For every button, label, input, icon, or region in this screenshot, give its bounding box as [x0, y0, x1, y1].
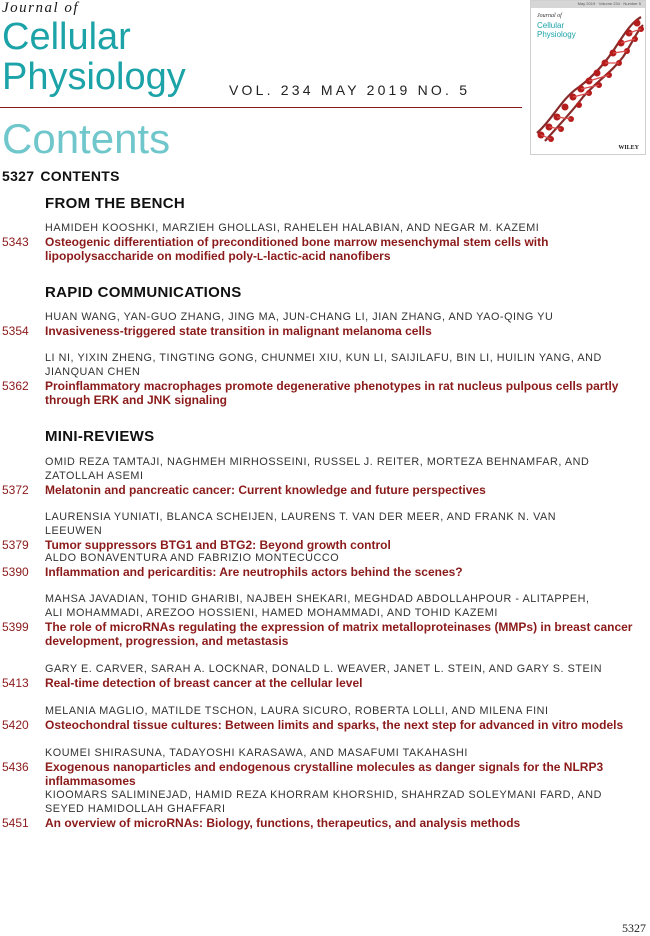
dna-helix-illustration [531, 1, 646, 155]
journal-title-line2: Physiology [2, 56, 186, 98]
footer-page-number: 5327 [622, 921, 646, 935]
start-page-number: 5327 [2, 168, 35, 184]
entry-title-link[interactable]: The role of microRNAs regulating the expression of matrix metalloproteinases (MMPs) in breast cancer development, progression, and metastasis [45, 620, 633, 648]
toc-entry [0, 221, 650, 265]
cover-issue-text: May 2019 · Volume 234 · Number 5 [577, 1, 641, 6]
entry-authors: HUAN WANG, YAN-GUO ZHANG, JING MA, JUN-CHANG LI, JIAN ZHANG, AND YAO-QING YU [45, 311, 554, 323]
section-heading-from-the-bench: FROM THE BENCH [45, 195, 186, 212]
volume-info: VOL. 234 MAY 2019 NO. 5 [229, 82, 471, 98]
entry-title-link[interactable]: Invasiveness-triggered state transition in malignant melanoma cells [45, 324, 432, 338]
contents-label: CONTENTS [40, 168, 120, 184]
entry-page-number: 5354 [2, 324, 29, 338]
toc-entry [0, 455, 650, 497]
section-heading-mini-reviews: MINI-REVIEWS [45, 428, 155, 445]
entry-title-link[interactable]: Inflammation and pericarditis: Are neutrophils actors behind the scenes? [45, 565, 463, 579]
cover-title-line1: Journal of [537, 13, 562, 19]
entry-title-link[interactable]: Osteochondral tissue cultures: Between limits and sparks, the next step for advanced in vitro models [45, 718, 624, 732]
entry-page-number: 5379 [2, 538, 29, 552]
journal-title-line1: Cellular [2, 16, 131, 58]
entry-title-link[interactable]: Melatonin and pancreatic cancer: Current knowledge and future perspectives [45, 483, 486, 497]
toc-entry [0, 551, 650, 579]
entry-page-number: 5399 [2, 620, 29, 634]
toc-entry [0, 592, 650, 648]
cover-title-line2: Cellular [537, 21, 565, 30]
entry-authors: OMID REZA TAMTAJI, NAGHMEH MIRHOSSEINI, RUSSEL J. REITER, MORTEZA BEHNAMFAR, AND ZATOLLAH ASEMI [45, 456, 590, 482]
cover-title-line3: Physiology [537, 30, 576, 39]
toc-entry [0, 510, 650, 552]
entry-title-part: Osteogenic differentiation of preconditioned bone marrow mesenchymal stem cells with lipopolysaccharide on modified poly- [45, 235, 549, 263]
entry-authors: KIOOMARS SALIMINEJAD, HAMID REZA KHORRAM KHORSHID, SHAHRZAD SOLEYMANI FARD, AND SEYED HAMIDOLLAH GHAFFARI [45, 789, 602, 815]
toc-entry [0, 704, 650, 732]
entry-title-part: -lactic-acid nanofibers [263, 249, 391, 263]
entry-title-link[interactable]: An overview of microRNAs: Biology, functions, therapeutics, and analysis methods [45, 816, 521, 830]
entry-page-number: 5436 [2, 760, 29, 774]
toc-entry [0, 662, 650, 690]
toc-entry [0, 746, 650, 788]
contents-start-line [2, 168, 120, 184]
journal-title [2, 17, 186, 97]
entry-authors: KOUMEI SHIRASUNA, TADAYOSHI KARASAWA, AND MASAFUMI TAKAHASHI [45, 747, 468, 759]
entry-authors: ALDO BONAVENTURA AND FABRIZIO MONTECUCCO [45, 552, 340, 564]
entry-authors: LAURENSIA YUNIATI, BLANCA SCHEIJEN, LAURENS T. VAN DER MEER, AND FRANK N. VAN LEEUWEN [45, 511, 557, 537]
entry-authors: GARY E. CARVER, SARAH A. LOCKNAR, DONALD L. WEAVER, JANET L. STEIN, AND GARY S. STEIN [45, 663, 603, 675]
header-divider [0, 107, 522, 108]
entry-title-link[interactable] [45, 235, 650, 265]
contents-heading: Contents [2, 115, 171, 162]
entry-title-smallcaps: L [257, 252, 264, 263]
entry-page-number: 5343 [2, 235, 29, 249]
entry-authors: MELANIA MAGLIO, MATILDE TSCHON, LAURA SICURO, ROBERTA LOLLI, AND MILENA FINI [45, 705, 549, 717]
section-heading-rapid-communications: RAPID COMMUNICATIONS [45, 284, 242, 301]
toc-entry [0, 351, 650, 407]
entry-page-number: 5451 [2, 816, 29, 830]
journal-cover-image [530, 0, 646, 155]
entry-title-link[interactable]: Exogenous nanoparticles and endogenous crystalline molecules as danger signals for the NLRP3 inflammasomes [45, 760, 604, 788]
entry-title-link[interactable]: Proinflammatory macrophages promote degenerative phenotypes in rat nucleus pulpous cells partly through ERK and JNK signaling [45, 379, 619, 407]
entry-page-number: 5362 [2, 379, 29, 393]
entry-title-link[interactable]: Real-time detection of breast cancer at the cellular level [45, 676, 363, 690]
entry-authors: HAMIDEH KOOSHKI, MARZIEH GHOLLASI, RAHELEH HALABIAN, AND NEGAR M. KAZEMI [45, 222, 540, 234]
toc-entry [0, 310, 650, 338]
entry-page-number: 5413 [2, 676, 29, 690]
publisher-logo: WILEY [618, 145, 639, 151]
entry-page-number: 5420 [2, 718, 29, 732]
journal-of-label: Journal of [2, 0, 80, 16]
entry-title-link[interactable]: Tumor suppressors BTG1 and BTG2: Beyond growth control [45, 538, 391, 552]
entry-page-number: 5390 [2, 565, 29, 579]
entry-page-number: 5372 [2, 483, 29, 497]
toc-entry [0, 788, 650, 830]
entry-authors: MAHSA JAVADIAN, TOHID GHARIBI, NAJBEH SHEKARI, MEGHDAD ABDOLLAHPOUR - ALITAPPEH, ALI MOHAMMADI, AREZOO HOSSIENI, HAMED MOHAMMADI, AND TOHID KAZEMI [45, 593, 590, 619]
entry-authors: LI NI, YIXIN ZHENG, TINGTING GONG, CHUNMEI XIU, KUN LI, SAIJILAFU, BIN LI, HUILIN YANG, AND JIANQUAN CHEN [45, 352, 602, 378]
